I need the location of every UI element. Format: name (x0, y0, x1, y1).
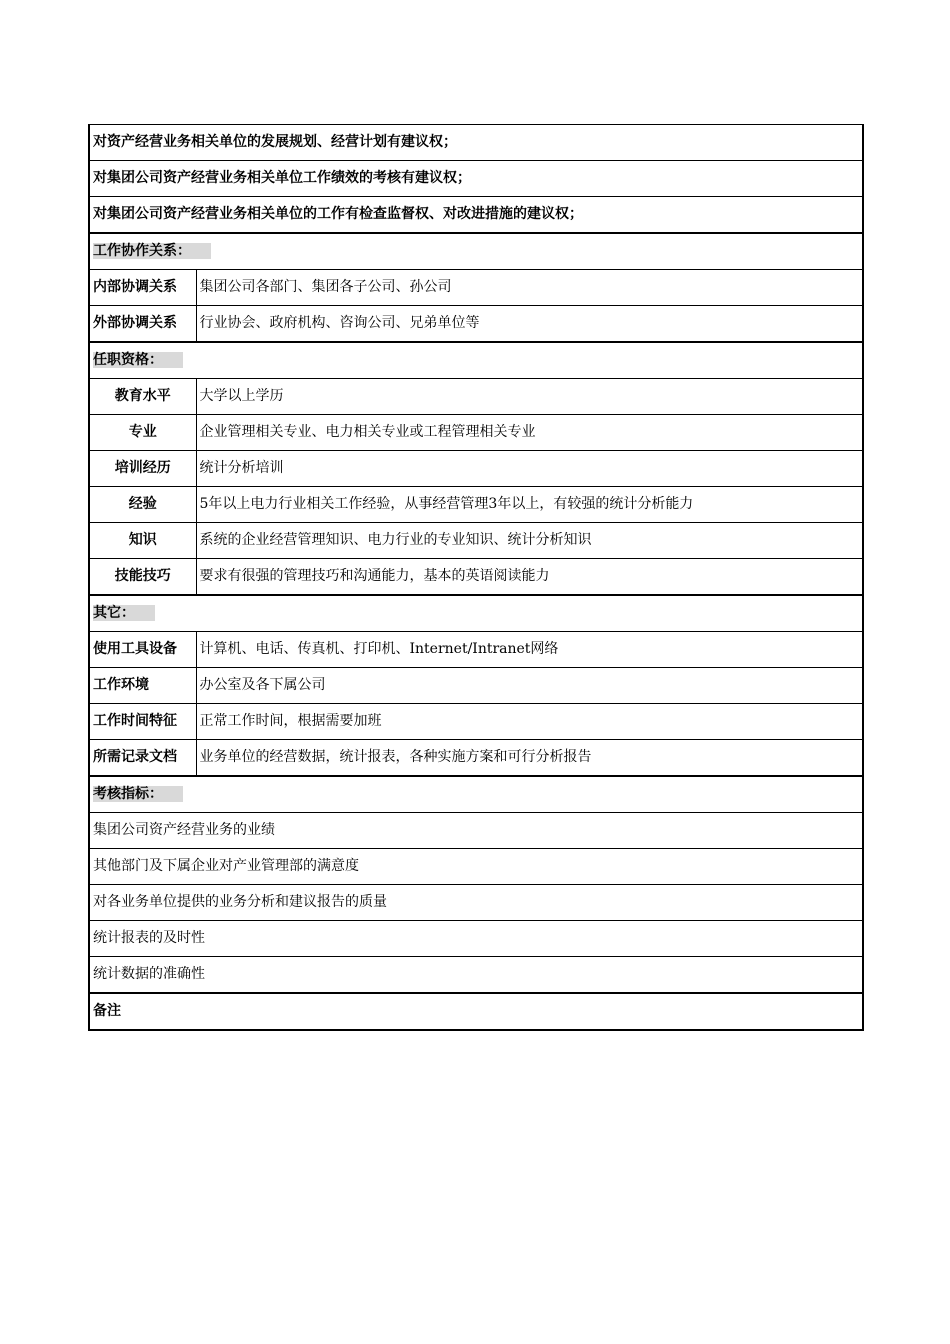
row-value: 大学以上学历 (196, 379, 863, 415)
list-item (89, 813, 863, 849)
rights-row (89, 161, 863, 197)
row-value: 企业管理相关专业、电力相关专业或工程管理相关专业 (196, 415, 863, 451)
row-label: 教育水平 (89, 379, 196, 415)
row-value: 5年以上电力行业相关工作经验，从事经营管理3年以上，有较强的统计分析能力 (196, 487, 863, 523)
kpi-item: 其他部门及下属企业对产业管理部的满意度 (89, 849, 863, 885)
row-label: 使用工具设备 (89, 632, 196, 668)
kpi-item: 对各业务单位提供的业务分析和建议报告的质量 (89, 885, 863, 921)
row-value: 业务单位的经营数据，统计报表，各种实施方案和可行分析报告 (196, 740, 863, 777)
row-label: 经验 (89, 487, 196, 523)
kpi-item: 统计数据的准确性 (89, 957, 863, 994)
job-table (88, 124, 864, 1031)
table-row (89, 704, 863, 740)
list-item (89, 921, 863, 957)
section-header-kpi (89, 776, 863, 813)
row-label: 内部协调关系 (89, 270, 196, 306)
table-row (89, 668, 863, 704)
row-label: 知识 (89, 523, 196, 559)
table-row (89, 270, 863, 306)
row-value: 正常工作时间，根据需要加班 (196, 704, 863, 740)
row-label: 所需记录文档 (89, 740, 196, 777)
rights-item: 对集团公司资产经营业务相关单位工作绩效的考核有建议权； (89, 161, 863, 197)
row-value: 办公室及各下属公司 (196, 668, 863, 704)
section-header-other (89, 595, 863, 632)
rights-row (89, 125, 863, 161)
row-value: 计算机、电话、传真机、打印机、Internet/Intranet网络 (196, 632, 863, 668)
table-row (89, 632, 863, 668)
row-value: 集团公司各部门、集团各子公司、孙公司 (196, 270, 863, 306)
rights-row (89, 197, 863, 234)
table-row (89, 523, 863, 559)
table-row (89, 740, 863, 777)
table-row (89, 451, 863, 487)
row-label: 培训经历 (89, 451, 196, 487)
row-label: 技能技巧 (89, 559, 196, 596)
table-row (89, 559, 863, 596)
section-header-row (89, 233, 863, 270)
remarks-label: 备注 (89, 993, 863, 1030)
section-header-row (89, 776, 863, 813)
table-row (89, 306, 863, 343)
row-value: 统计分析培训 (196, 451, 863, 487)
table-row (89, 415, 863, 451)
row-value: 行业协会、政府机构、咨询公司、兄弟单位等 (196, 306, 863, 343)
section-header-label: 工作协作关系： (93, 243, 211, 259)
list-item (89, 957, 863, 994)
list-item (89, 885, 863, 921)
row-label: 工作环境 (89, 668, 196, 704)
section-header-row (89, 595, 863, 632)
rights-item: 对资产经营业务相关单位的发展规划、经营计划有建议权； (89, 125, 863, 161)
section-header-qualifications (89, 342, 863, 379)
row-value: 要求有很强的管理技巧和沟通能力，基本的英语阅读能力 (196, 559, 863, 596)
row-label: 外部协调关系 (89, 306, 196, 343)
table-row (89, 487, 863, 523)
table-row (89, 379, 863, 415)
kpi-item: 统计报表的及时性 (89, 921, 863, 957)
section-header-label: 考核指标： (93, 786, 183, 802)
list-item (89, 849, 863, 885)
row-label: 专业 (89, 415, 196, 451)
kpi-item: 集团公司资产经营业务的业绩 (89, 813, 863, 849)
row-label: 工作时间特征 (89, 704, 196, 740)
rights-item: 对集团公司资产经营业务相关单位的工作有检查监督权、对改进措施的建议权； (89, 197, 863, 234)
remarks-row (89, 993, 863, 1030)
section-header-label: 任职资格： (93, 352, 183, 368)
row-value: 系统的企业经营管理知识、电力行业的专业知识、统计分析知识 (196, 523, 863, 559)
section-header-row (89, 342, 863, 379)
job-description-table-continued (88, 124, 862, 1031)
section-header-work-relations (89, 233, 863, 270)
section-header-label: 其它： (93, 605, 155, 621)
